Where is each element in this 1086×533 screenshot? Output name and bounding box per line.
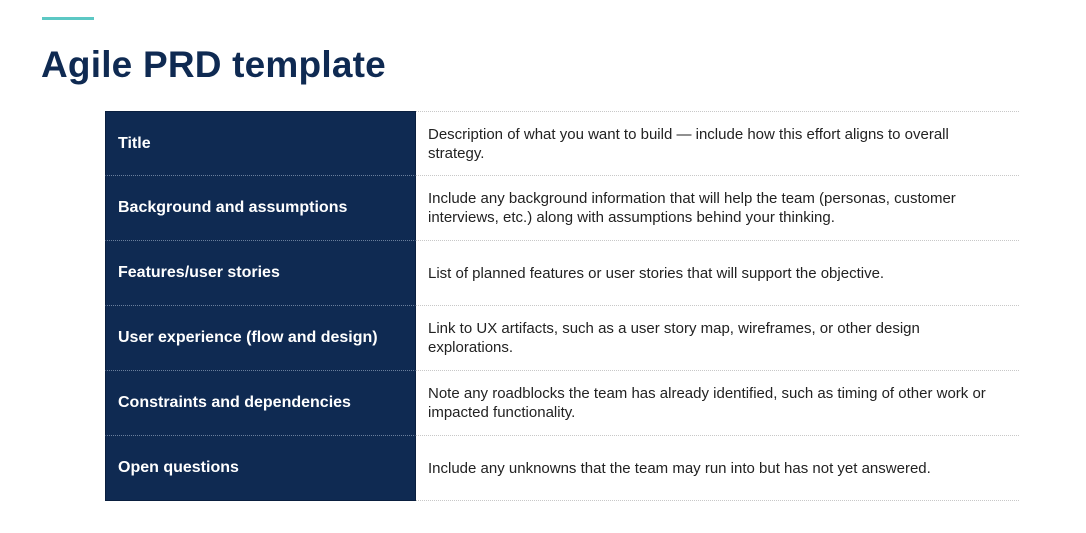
slide-title: Agile PRD template [41,44,386,85]
table-row-background [105,176,1019,241]
row-label: Open questions [105,436,416,501]
row-description [416,111,1019,176]
row-description-text: List of planned features or user stories that will support the objective. [428,264,885,282]
table-row-constraints [105,371,1019,436]
prd-table [105,111,1019,501]
row-label: Features/user stories [105,241,416,306]
table-row-title [105,111,1019,176]
row-description-text: Include any unknowns that the team may run into but has not yet answered. [428,459,931,477]
title-accent-bar [42,17,94,20]
row-description-text: Include any background information that will help the team (personas, customer interviews, etc.) along with assumptions behind your thinking. [428,190,956,226]
row-description-text: Description of what you want to build — include how this effort aligns to overall strategy. [428,125,949,162]
row-label: Title [105,111,416,176]
row-description-text: Note any roadblocks the team has already identified, such as timing of other work or impacted functionality. [428,385,986,421]
row-description [416,176,1019,241]
table-row-user-experience [105,306,1019,371]
row-description [416,436,1019,501]
row-label: User experience (flow and design) [105,306,416,371]
row-label: Background and assumptions [105,176,416,241]
table-row-features [105,241,1019,306]
row-description [416,241,1019,306]
row-description-text: Link to UX artifacts, such as a user story map, wireframes, or other design explorations. [428,320,920,356]
row-description [416,371,1019,436]
row-description [416,306,1019,371]
table-row-open-questions [105,436,1019,501]
row-label: Constraints and dependencies [105,371,416,436]
